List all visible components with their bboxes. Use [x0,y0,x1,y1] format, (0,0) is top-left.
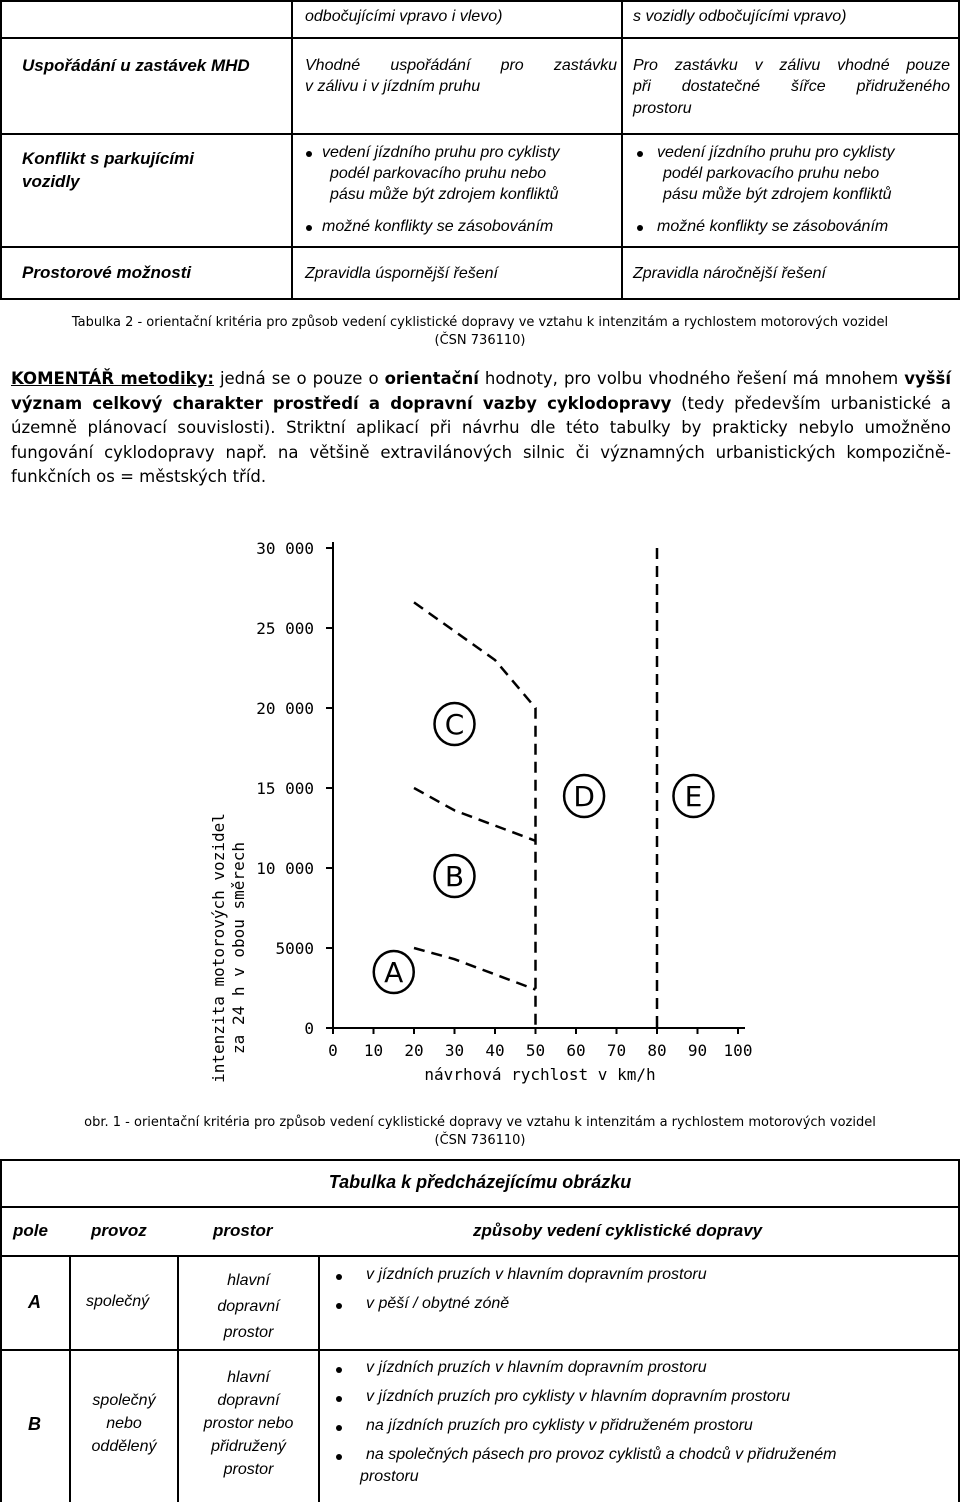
x-tick-label: 80 [647,1041,667,1060]
y-axis-label-line2: za 24 h v obou směrech [229,842,248,1054]
region-a-label: A [384,956,404,989]
y-tick-label: 30 000 [256,539,314,558]
y-tick-label: 20 000 [256,699,314,718]
row-a-pole: A [28,1292,41,1312]
x-tick-label: 40 [485,1041,505,1060]
header-prostor: prostor [213,1221,273,1240]
y-tick-label: 25 000 [256,619,314,638]
commentary-text: jedná se o pouze o [213,369,385,388]
cell-r1-c2-line2: v zálivu i v jízdním pruhu [305,78,481,95]
header-zpusoby: způsoby vedení cyklistické dopravy [473,1221,763,1240]
x-tick-label: 20 [404,1041,424,1060]
row-b-item-4-tail: prostoru [360,1468,419,1485]
table-border-top [0,0,960,2]
header-provoz: provoz [91,1221,147,1240]
x-tick-label: 90 [687,1041,708,1060]
table-col-divider [69,1255,71,1502]
cell-line: dopravní [217,1392,280,1409]
commentary-lead: KOMENTÁŘ metodiky: [11,369,214,388]
y-tick-label: 10 000 [256,859,314,878]
x-tick-label: 10 [363,1041,384,1060]
cell-line: prostor nebo [203,1415,294,1432]
table-col-divider [291,0,293,300]
row-b-item-4: na společných pásech pro provoz cyklistů a chodců v přidruženém [366,1446,837,1463]
x-tick-label: 70 [606,1041,627,1060]
table-col-divider [318,1255,320,1502]
bullet-icon [637,225,643,231]
row-b-item-3: na jízdních pruzích pro cyklisty v přidruženém prostoru [366,1417,753,1434]
row-label-konflikt-1: Konflikt s parkujícími [22,149,194,168]
table-title [0,1172,960,1193]
bullet-icon [336,1274,342,1280]
row-label-prostorove: Prostorové možnosti [22,263,192,282]
cell-r2-c3-b1-l3: pásu může být zdrojem konfliktů [663,186,892,203]
cell-r2-c3-b2: možné konflikty se zásobováním [657,218,889,235]
cell-line: hlavní [227,1369,270,1386]
y-tick-label: 0 [304,1019,314,1038]
cell-r3-c3: Zpravidla náročnější řešení [633,265,826,282]
cell-r2-c2-b1-l3: pásu může být zdrojem konfliktů [330,186,559,203]
commentary-emphasis: orientační [384,369,479,388]
row-b-item-2: v jízdních pruzích pro cyklisty v hlavním dopravním prostoru [366,1388,791,1405]
cell-r0-c2: odbočujícími vpravo i vlevo) [305,8,503,25]
region-e-label: E [684,780,703,813]
table-caption [0,314,960,350]
caption-line: (ČSN 736110) [434,1133,526,1148]
table-title-text: Tabulka k předcházejícímu obrázku [328,1172,632,1192]
caption-line: Tabulka 2 - orientační kritéria pro způsob vedení cyklistické dopravy ve vztahu k intenzitám a rychlostem motorových vozidel [71,315,889,330]
region-b-label: B [444,860,465,893]
header-pole: pole [13,1221,48,1240]
boundary-a-b [414,948,536,990]
cell-line: prostor [223,1324,274,1341]
bullet-icon [336,1303,342,1309]
cell-line: společný [92,1392,156,1409]
table-row-divider [0,37,960,39]
cell-r1-c3-line1: Pro zastávku v zálivu vhodné pouze [633,57,950,74]
cell-line: oddělený [91,1438,157,1455]
row-label-zastavky: Uspořádání u zastávek MHD [22,56,250,75]
cell-r2-c2-b1-l1: vedení jízdního pruhu pro cyklisty [322,144,560,161]
row-a-prostor [179,1268,318,1346]
cell-line: dopravní [217,1298,280,1315]
table-row-divider [0,133,960,135]
y-tick-label: 5000 [275,939,314,958]
table-row-divider [0,1206,960,1208]
cell-r0-c3: s vozidly odbočujícími vpravo) [633,8,847,25]
cell-line: prostor [223,1461,274,1478]
row-b-pole: B [28,1414,41,1434]
cell-r1-c3-line2: při dostatečné šířce přidruženého [633,78,950,95]
figure-caption [0,1114,960,1150]
row-a-provoz: společný [86,1293,150,1310]
commentary-text: hodnoty, pro volbu vhodného řešení má mnohem [478,369,905,388]
caption-line: obr. 1 - orientační kritéria pro způsob vedení cyklistické dopravy ve vztahu k intenzitám a rychlostem motorových vozidel [84,1115,876,1130]
cell-r1-c3-line3: prostoru [633,100,692,117]
bullet-icon [336,1454,342,1460]
table-border-top [0,1159,960,1161]
bullet-icon [336,1396,342,1402]
bullet-icon [637,151,643,157]
row-a-item-2: v pěší / obytné zóně [366,1295,510,1312]
x-tick-label: 60 [566,1041,586,1060]
table-col-divider [621,0,623,300]
bullet-icon [336,1367,342,1373]
row-a-item-1: v jízdních pruzích v hlavním dopravním prostoru [366,1266,707,1283]
table-row-divider [0,1349,960,1351]
row-b-provoz [71,1389,177,1458]
x-tick-label: 0 [328,1041,338,1060]
region-c-label: C [444,708,465,741]
boundary-b-c [414,788,536,841]
table-border-left [0,0,2,300]
commentary-emphasis: vyšší význam celkový charakter prostředí a dopravní vazby cyklodopravy [11,369,952,413]
x-tick-label: 100 [723,1041,753,1060]
cell-line: nebo [106,1415,142,1432]
cell-r1-c2-line1: Vhodné uspořádání pro zastávku [305,57,617,74]
row-b-item-1: v jízdních pruzích v hlavním dopravním prostoru [366,1359,707,1376]
table-border-bottom [0,298,960,300]
x-tick-label: 30 [444,1041,465,1060]
row-b-prostor [179,1366,318,1481]
bullet-icon [336,1425,342,1431]
cell-r3-c2: Zpravidla úspornější řešení [305,265,498,282]
region-d-label: D [573,780,595,813]
cell-r2-c2-b1-l2: podél parkovacího pruhu nebo [330,165,547,182]
y-axis-label-line1: intenzita motorových vozidel [209,813,228,1083]
x-tick-label: 50 [525,1041,546,1060]
commentary-paragraph [11,367,951,490]
bullet-icon [306,151,312,157]
commentary-text: (tedy především urbanistické a územně plánovací souvislosti). Striktní aplikací při návrhu dle této tabulky by prakticky nebylo umožněno fungování cyklodopravy např. na většině extravilánových silnic či významných urbanistických kompozičně-funkčních os = městských tříd. [11,393,951,486]
bullet-icon [306,225,312,231]
x-axis-label: návrhová rychlost v km/h [424,1065,656,1084]
cell-r2-c3-b1-l1: vedení jízdního pruhu pro cyklisty [657,144,895,161]
caption-line: (ČSN 736110) [434,333,526,348]
boundary-c-d [414,602,536,1028]
table-border-left [0,1159,2,1502]
table-row-divider [0,1255,960,1257]
cell-r2-c3-b1-l2: podél parkovacího pruhu nebo [663,165,880,182]
table-row-divider [0,246,960,248]
cell-line: přidružený [211,1438,286,1455]
speed-intensity-chart [0,520,960,1120]
cell-r2-c2-b2: možné konflikty se zásobováním [322,218,554,235]
cell-line: hlavní [227,1272,270,1289]
row-label-konflikt-2: vozidly [22,172,80,191]
y-tick-label: 15 000 [256,779,314,798]
